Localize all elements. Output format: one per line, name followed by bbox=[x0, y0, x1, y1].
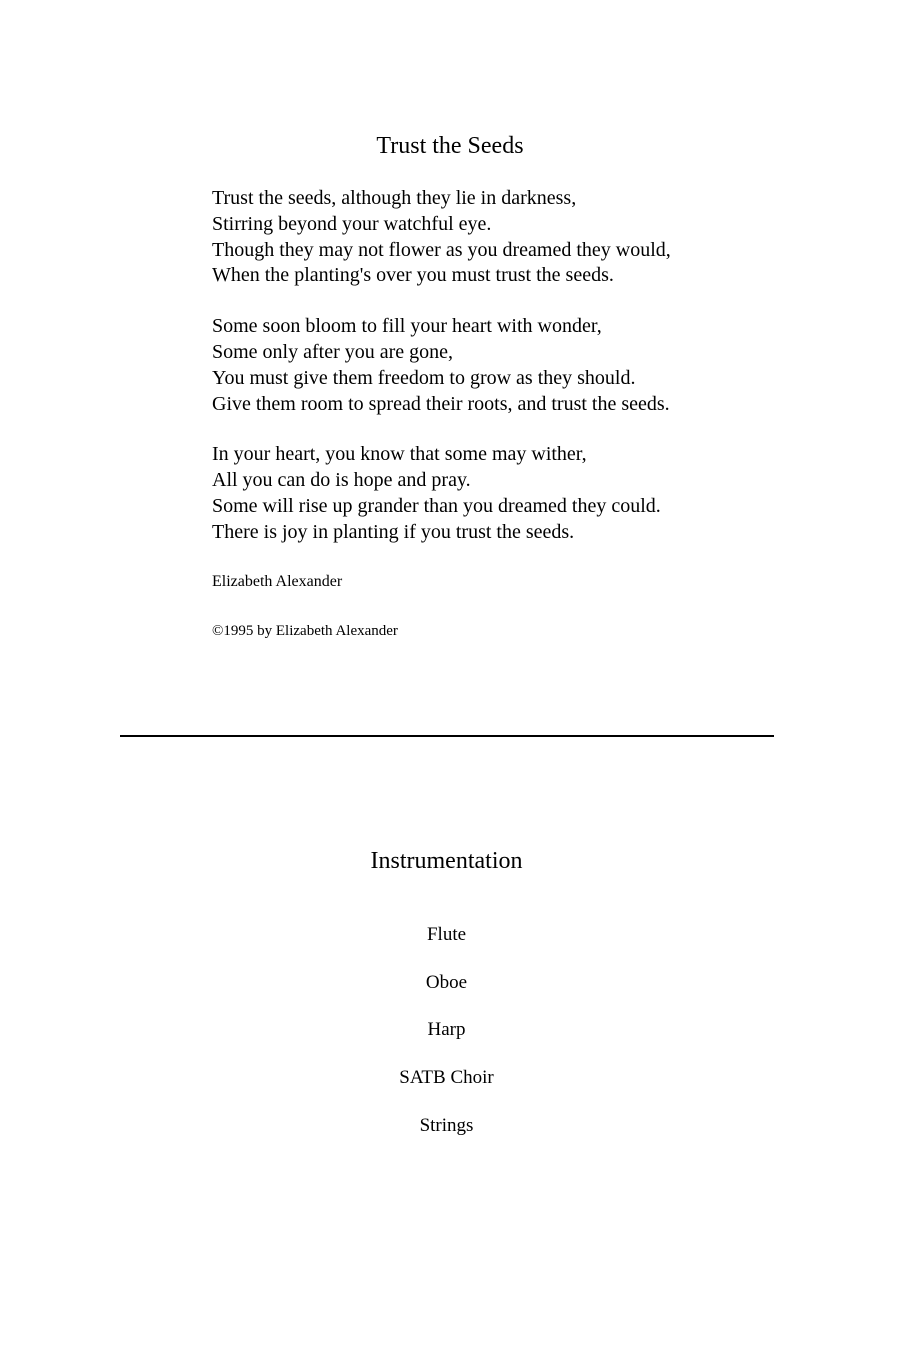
poem-line: Some will rise up grander than you dreamed they could. bbox=[212, 494, 661, 517]
instrument-item: Oboe bbox=[425, 971, 468, 993]
poem-line: Some soon bloom to fill your heart with wonder, bbox=[212, 315, 602, 338]
poem-line: You must give them freedom to grow as they should. bbox=[212, 366, 636, 389]
instrument-item: Strings bbox=[419, 1114, 474, 1136]
instrument-list bbox=[0, 921, 893, 1159]
instrumentation-title: Instrumentation bbox=[370, 848, 523, 874]
instrument-item: SATB Choir bbox=[399, 1067, 494, 1089]
instrument-item: Flute bbox=[426, 924, 467, 945]
copyright-notice: ©1995 by Elizabeth Alexander bbox=[212, 623, 398, 639]
poem-title: Trust the Seeds bbox=[376, 133, 524, 159]
instrument-item: Harp bbox=[427, 1019, 466, 1041]
poem-line: Give them room to spread their roots, and trust the seeds. bbox=[212, 392, 670, 415]
poem-line: All you can do is hope and pray. bbox=[212, 469, 471, 492]
poem-line: Trust the seeds, although they lie in darkness, bbox=[212, 187, 577, 209]
poem-body bbox=[212, 186, 772, 571]
poem-line: When the planting's over you must trust the seeds. bbox=[212, 264, 614, 287]
stanza bbox=[212, 442, 772, 545]
section-divider bbox=[120, 735, 774, 737]
poem-line: Stirring beyond your watchful eye. bbox=[212, 212, 492, 235]
poem-line: Some only after you are gone, bbox=[212, 340, 454, 363]
stanza bbox=[212, 186, 772, 289]
stanza bbox=[212, 314, 772, 417]
poem-line: There is joy in planting if you trust the seeds. bbox=[212, 520, 575, 543]
poem-line: In your heart, you know that some may wither, bbox=[212, 443, 587, 466]
poem-line: Though they may not flower as you dreamed they would, bbox=[212, 238, 671, 261]
poem-author: Elizabeth Alexander bbox=[212, 573, 343, 590]
